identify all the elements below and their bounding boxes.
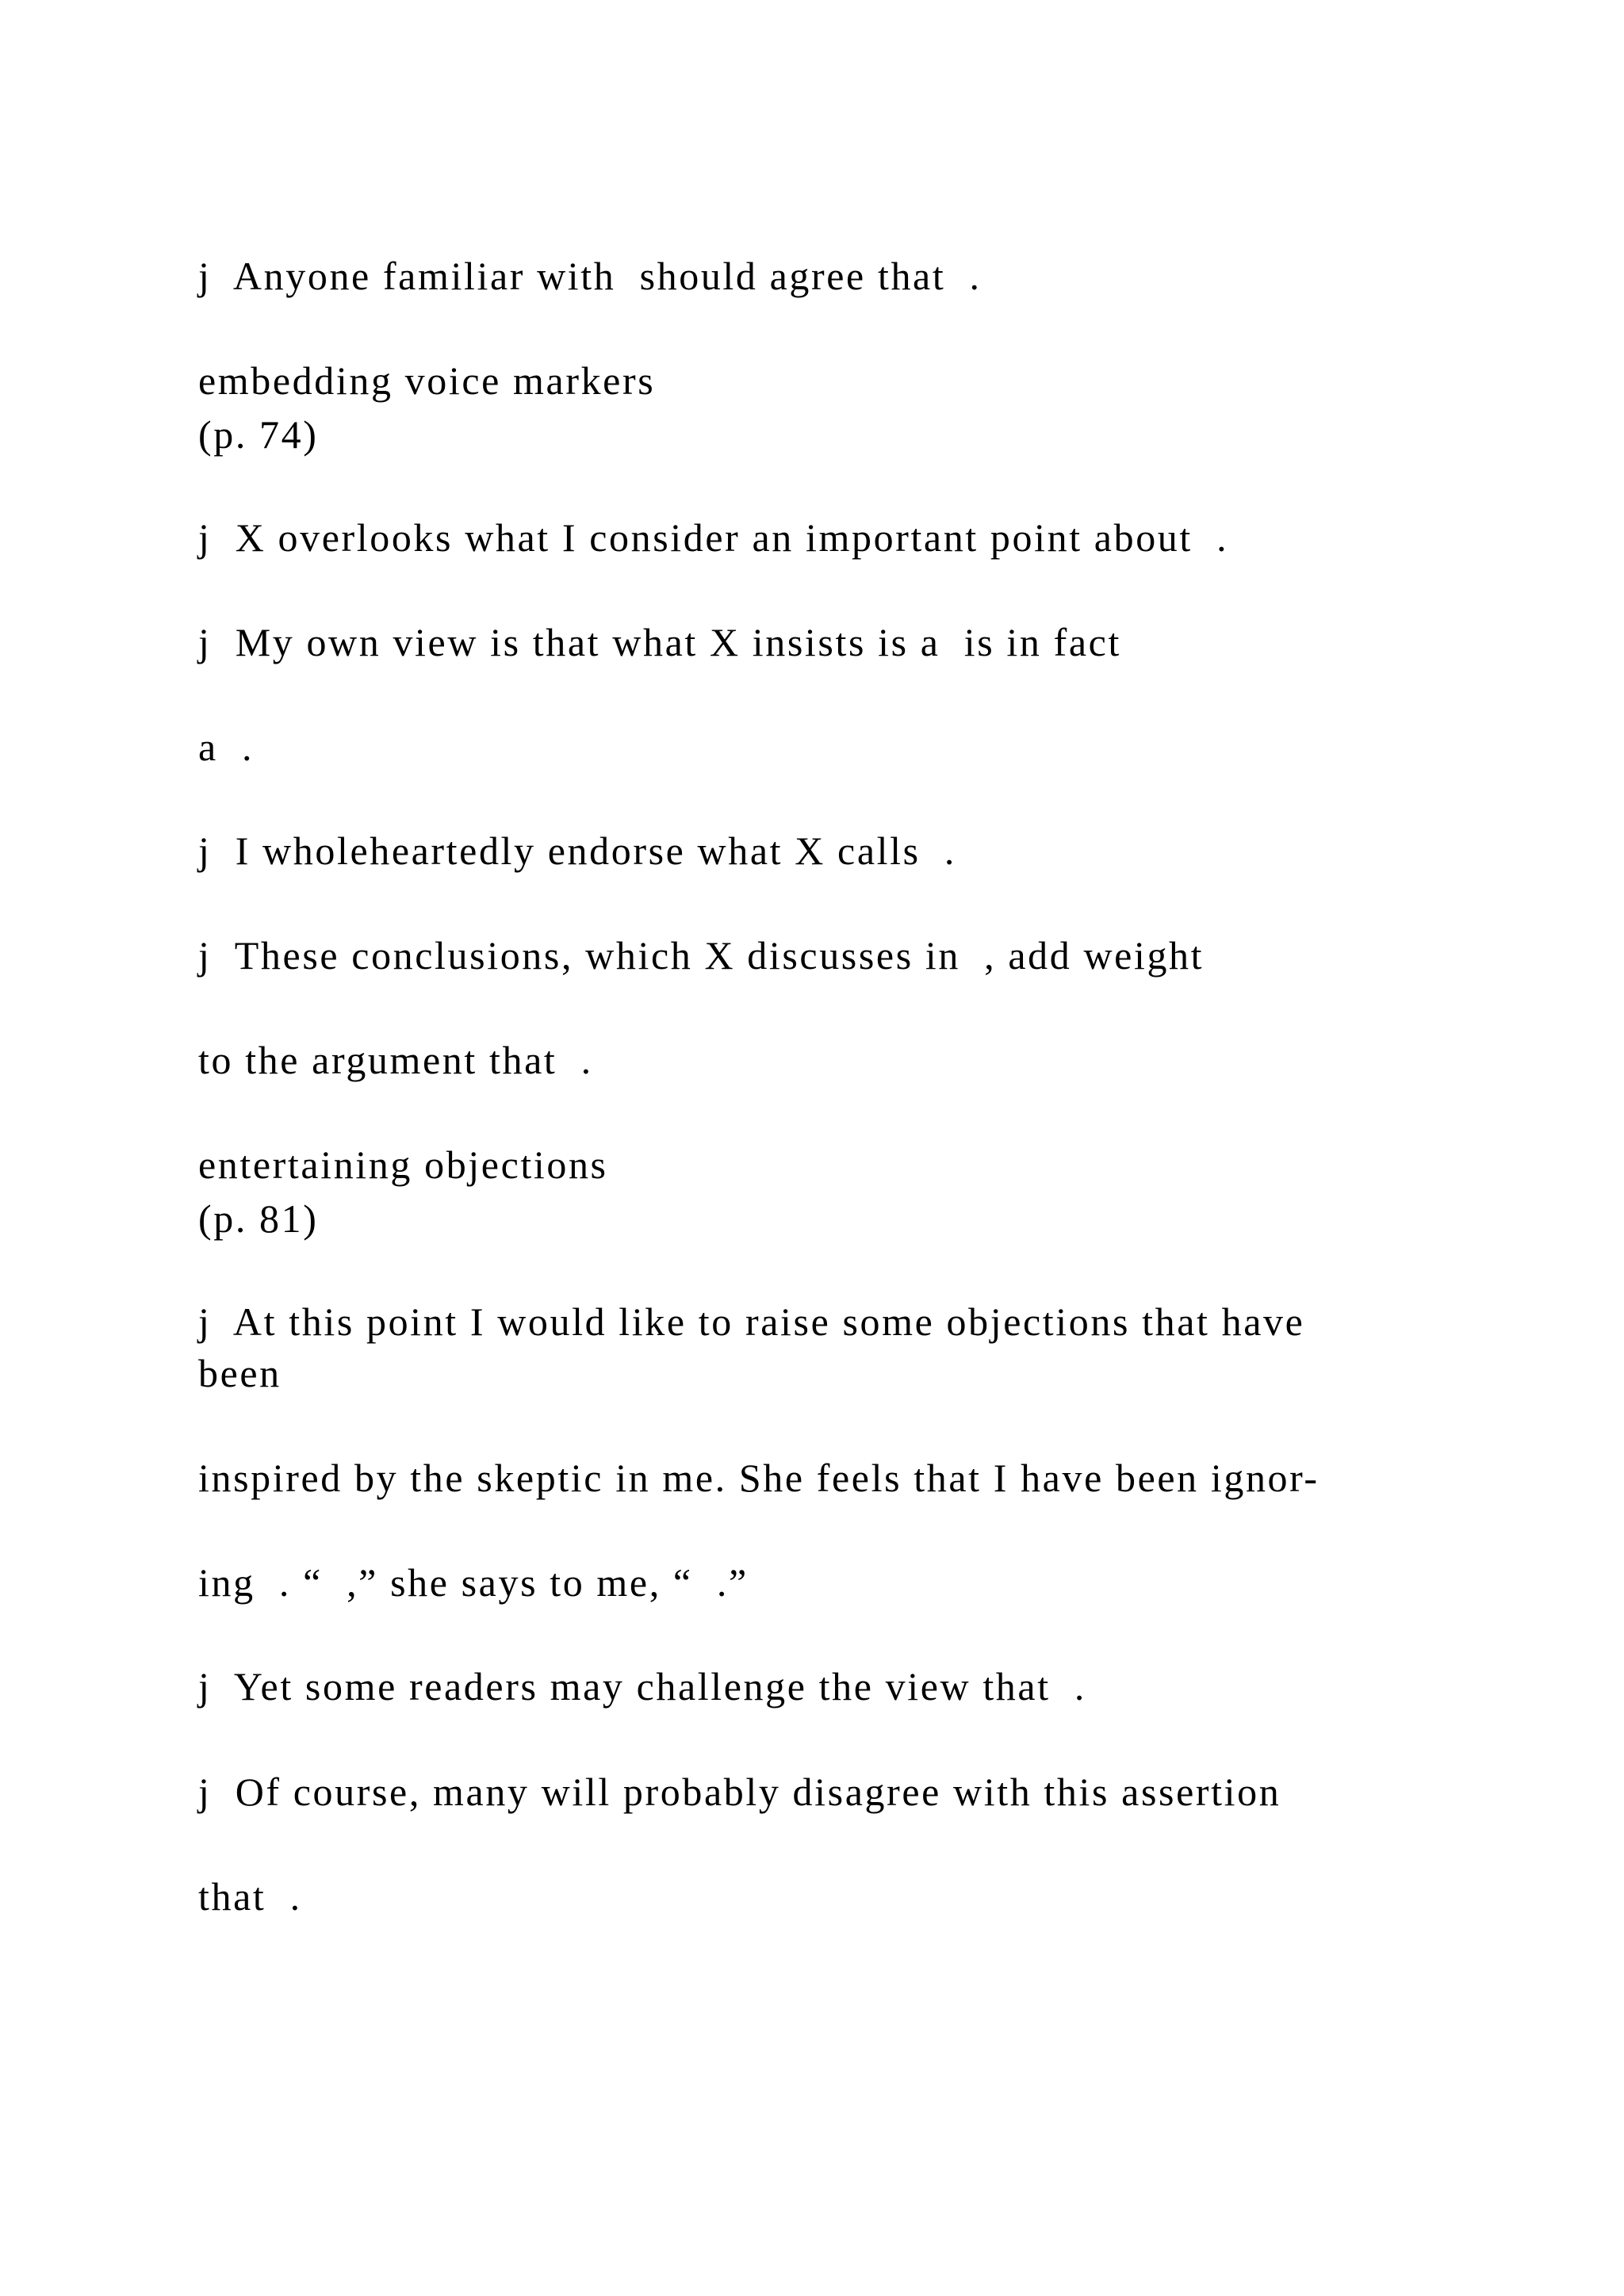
- section-page-ref-74: (p. 74): [198, 412, 319, 457]
- template-many-disagree-cont: that .: [198, 1874, 302, 1919]
- template-my-own-view: j My own view is that what X insists is a is in fact: [198, 620, 1121, 664]
- template-raise-objections-cont-1: been: [198, 1351, 282, 1395]
- template-many-disagree: j Of course, many will probably disagree with this assertion: [198, 1770, 1281, 1814]
- section-heading-entertaining-objections: entertaining objections: [198, 1142, 608, 1187]
- template-these-conclusions-cont: to the argument that .: [198, 1038, 593, 1082]
- template-these-conclusions: j These conclusions, which X discusses in , add weight: [198, 933, 1205, 978]
- template-readers-challenge: j Yet some readers may challenge the view that .: [198, 1664, 1086, 1709]
- template-raise-objections-cont-3: ing . “ ,” she says to me, “ .”: [198, 1560, 749, 1605]
- template-wholeheartedly-endorse: j I wholeheartedly endorse what X calls .: [198, 828, 956, 873]
- template-x-overlooks: j X overlooks what I consider an important point about .: [198, 515, 1229, 560]
- template-raise-objections: j At this point I would like to raise some objections that have: [198, 1299, 1305, 1344]
- template-anyone-familiar: j Anyone familiar with should agree that .: [198, 254, 982, 298]
- template-my-own-view-cont: a .: [198, 725, 255, 769]
- template-raise-objections-cont-2: inspired by the skeptic in me. She feels that I have been ignor-: [198, 1456, 1320, 1500]
- section-heading-embedding-voice-markers: embedding voice markers: [198, 358, 656, 403]
- section-page-ref-81: (p. 81): [198, 1196, 319, 1241]
